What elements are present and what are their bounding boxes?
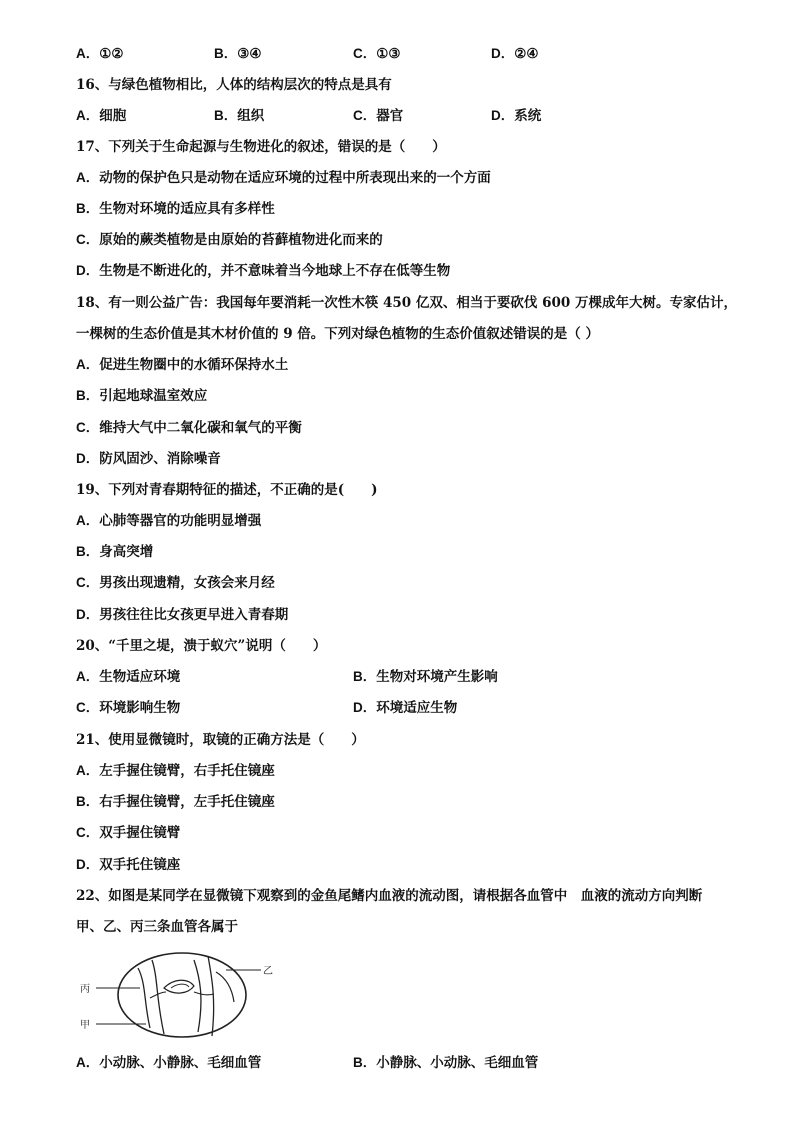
option-letter: C． — [76, 700, 100, 715]
q18-stem-line2: 一棵树的生态价值是其木材价值的 9 倍。下列对绿色植物的生态价值叙述错误的是（ ） — [76, 326, 599, 342]
q15-option-a — [76, 44, 123, 64]
option-letter: A． — [76, 763, 100, 778]
q18-option-d — [76, 449, 221, 469]
q18-option-a — [76, 355, 288, 375]
option-letter: B． — [76, 544, 100, 559]
q22-option-a — [76, 1053, 261, 1073]
q18-stem-line1: 18、有一则公益广告：我国每年要消耗一次性木筷 450 亿双、相当于要砍伐 600 万棵成年大树。专家估计， — [76, 295, 737, 311]
option-letter: D． — [491, 46, 515, 61]
option-letter: C． — [353, 108, 377, 123]
option-text: 促进生物圈中的水循环保持水土 — [99, 357, 289, 373]
option-text: 男孩往往比女孩更早进入青春期 — [99, 607, 289, 623]
q16-option-b — [214, 106, 264, 126]
vessel-outline-left-a — [138, 968, 150, 1028]
option-letter: C． — [76, 420, 100, 435]
option-letter: D． — [353, 700, 377, 715]
q15-option-d — [491, 44, 538, 64]
option-text: 左手握住镜臂，右手托住镜座 — [99, 763, 275, 779]
option-text: 生物对环境产生影响 — [376, 669, 498, 685]
option-text: 男孩出现遗精，女孩会来月经 — [99, 575, 275, 591]
q20-option-b — [353, 667, 498, 687]
option-text: 生物适应环境 — [99, 669, 181, 685]
q17-option-a — [76, 168, 491, 188]
option-letter: A． — [76, 108, 100, 123]
option-letter: C． — [76, 575, 100, 590]
option-text: ①② — [99, 46, 124, 62]
option-letter: B． — [76, 388, 100, 403]
vessel-outline-right-c — [216, 972, 234, 1002]
option-letter: B． — [76, 201, 100, 216]
q20-stem: 20、“千里之堤，溃于蚁穴”说明（ ） — [76, 638, 327, 654]
label-bing: 丙 — [80, 984, 90, 995]
q20-option-c — [76, 698, 180, 718]
q21-stem: 21、使用显微镜时，取镜的正确方法是（ ） — [76, 732, 365, 748]
option-letter: D． — [76, 451, 100, 466]
option-text: 环境适应生物 — [376, 700, 458, 716]
option-letter: C． — [353, 46, 377, 61]
option-letter: B． — [353, 1055, 377, 1070]
option-text: 防风固沙、消除噪音 — [99, 451, 221, 467]
q21-option-d — [76, 855, 180, 875]
option-letter: B． — [214, 46, 238, 61]
option-letter: D． — [76, 263, 100, 278]
q20-option-a — [76, 667, 180, 687]
q15-option-b — [214, 44, 261, 64]
vessel-outline-left-b — [152, 960, 164, 1034]
label-yi: 乙 — [263, 966, 273, 977]
option-text: 引起地球温室效应 — [99, 388, 208, 404]
q16-option-a — [76, 106, 126, 126]
option-text: 器官 — [376, 108, 404, 124]
q16-option-c — [353, 106, 403, 126]
option-text: ③④ — [237, 46, 262, 62]
option-letter: A． — [76, 170, 100, 185]
option-letter: A． — [76, 46, 100, 61]
capillary-inner — [171, 984, 189, 988]
option-text: 生物对环境的适应具有多样性 — [99, 201, 275, 217]
option-letter: A． — [76, 357, 100, 372]
q21-option-a — [76, 761, 275, 781]
q22-stem-line2: 甲、乙、丙三条血管各属于 — [76, 919, 238, 935]
option-text: 右手握住镜臂，左手托住镜座 — [99, 794, 275, 810]
q15-option-c — [353, 44, 400, 64]
option-letter: D． — [76, 607, 100, 622]
q17-option-d — [76, 261, 450, 281]
option-text: 小静脉、小动脉、毛细血管 — [376, 1055, 539, 1071]
label-jia: 甲 — [80, 1020, 90, 1031]
option-letter: C． — [76, 825, 100, 840]
vessel-outline-right-b — [208, 956, 214, 1036]
q16-option-d — [491, 106, 541, 126]
q21-option-c — [76, 823, 180, 843]
option-text: 小动脉、小静脉、毛细血管 — [99, 1055, 262, 1071]
option-text: 身高突增 — [99, 544, 154, 560]
option-text: 心肺等器官的功能明显增强 — [99, 513, 262, 529]
q21-option-b — [76, 792, 275, 812]
option-letter: D． — [491, 108, 515, 123]
option-text: 生物是不断进化的，并不意味着当今地球上不存在低等生物 — [99, 263, 451, 279]
q22-stem-line1: 22、如图是某同学在显微镜下观察到的金鱼尾鳍内血液的流动图，请根据各血管中 血液的流动方向判断 — [76, 888, 703, 904]
option-text: 双手托住镜座 — [99, 857, 181, 873]
q17-option-c — [76, 230, 383, 250]
option-letter: C． — [76, 232, 100, 247]
option-letter: A． — [76, 669, 100, 684]
option-text: 动物的保护色只是动物在适应环境的过程中所表现出来的一个方面 — [99, 170, 491, 186]
option-letter: A． — [76, 513, 100, 528]
q19-option-a — [76, 511, 261, 531]
option-letter: B． — [353, 669, 377, 684]
option-text: 维持大气中二氧化碳和氧气的平衡 — [99, 420, 302, 436]
option-letter: B． — [76, 794, 100, 809]
q19-option-b — [76, 542, 153, 562]
option-text: 细胞 — [99, 108, 127, 124]
q17-option-b — [76, 199, 275, 219]
q19-stem: 19、下列对青春期特征的描述，不正确的是( ) — [76, 482, 378, 498]
option-text: 系统 — [514, 108, 542, 124]
option-text: 原始的蕨类植物是由原始的苔藓植物进化而来的 — [99, 232, 383, 248]
option-text: 双手握住镜臂 — [99, 825, 181, 841]
option-letter: A． — [76, 1055, 100, 1070]
vessel-outline-right-a — [194, 960, 201, 1032]
q22-option-b — [353, 1053, 538, 1073]
q18-option-c — [76, 418, 302, 438]
q19-option-d — [76, 605, 288, 625]
option-text: ②④ — [514, 46, 539, 62]
option-text: 环境影响生物 — [99, 700, 181, 716]
q16-stem: 16、与绿色植物相比，人体的结构层次的特点是具有 — [76, 77, 392, 93]
capillary-loop — [164, 980, 194, 993]
q17-stem: 17、下列关于生命起源与生物进化的叙述，错误的是（ ） — [76, 139, 446, 155]
option-letter: B． — [214, 108, 238, 123]
q19-option-c — [76, 573, 275, 593]
option-text: 组织 — [237, 108, 265, 124]
option-text: ①③ — [376, 46, 401, 62]
q20-option-d — [353, 698, 457, 718]
q18-option-b — [76, 386, 207, 406]
vessel-branch-right — [194, 992, 214, 995]
option-letter: D． — [76, 857, 100, 872]
goldfish-tail-blood-flow-figure — [76, 948, 286, 1043]
